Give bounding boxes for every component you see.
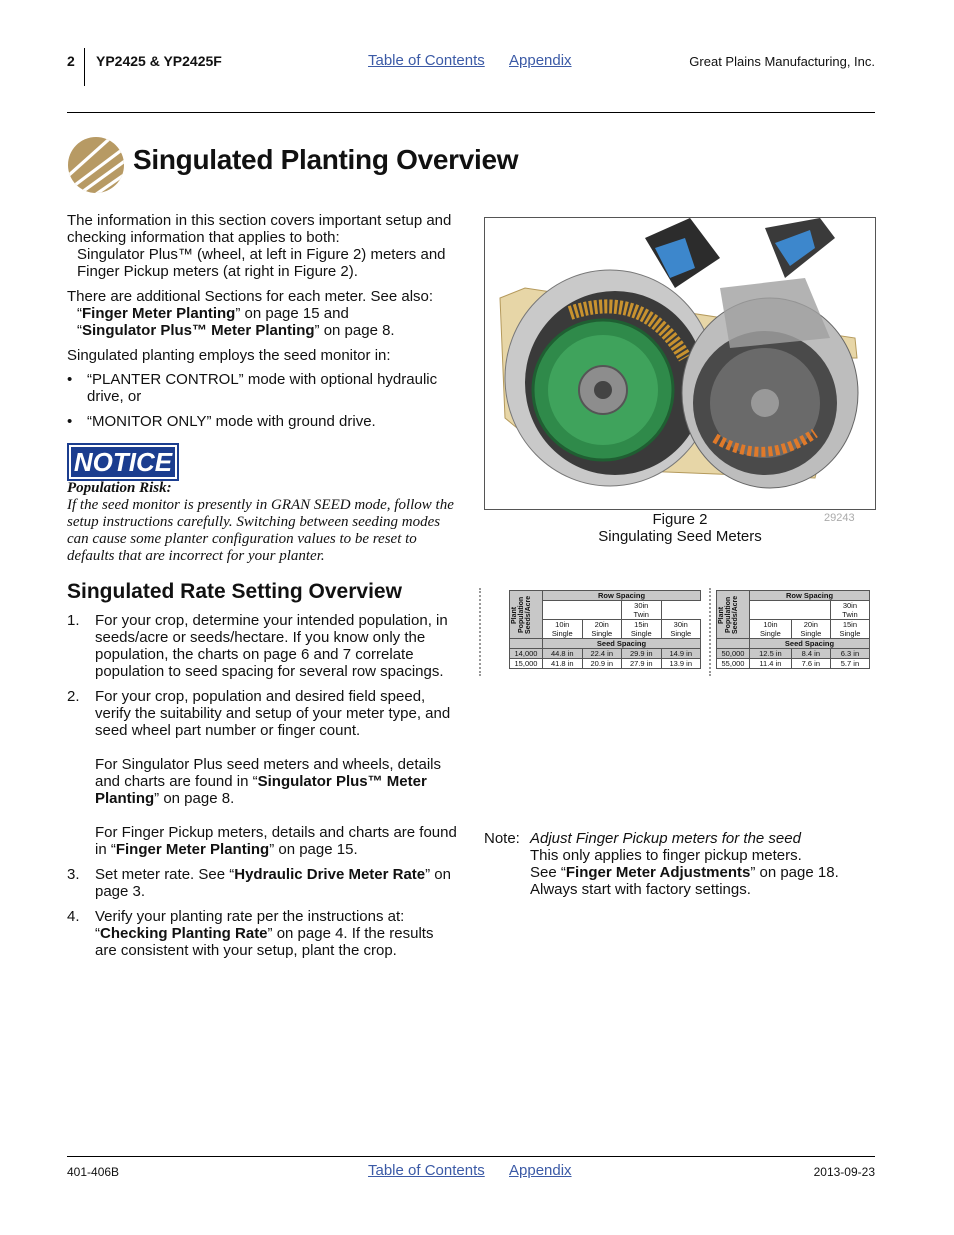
figure-caption: Figure 2 Singulating Seed Meters	[598, 511, 762, 545]
appendix-link[interactable]: Appendix	[509, 52, 572, 69]
intro-paragraph-see-also: There are additional Sections for each meter. See also:	[67, 288, 434, 305]
page-number: 2	[67, 53, 75, 69]
note-block	[484, 830, 874, 898]
footer-appendix-link[interactable]: Appendix	[509, 1162, 572, 1179]
section-heading: Singulated Rate Setting Overview	[67, 580, 402, 603]
list-item: 4. Verify your planting rate per the instructions at: “Checking Planting Rate” on page 4. If the results are consistent with your setup, plant the crop.	[67, 908, 434, 959]
section-logo-icon	[67, 136, 125, 194]
notice-body	[67, 480, 459, 565]
table-row: 55,000 11.4 in 7.6 in 5.7 in	[717, 659, 870, 669]
company-name: Great Plains Manufacturing, Inc.	[689, 54, 875, 69]
note-label: Note:	[484, 830, 520, 847]
note-line: Always start with factory settings.	[530, 881, 751, 898]
intro-paragraph-meters: Singulator Plus™ (wheel, at left in Figure 2) meters and Finger Pickup meters (at right in Figure 2).	[77, 246, 446, 280]
reference-finger: “Finger Meter Planting” on page 15 and	[77, 305, 349, 322]
steps-list	[67, 612, 459, 959]
intro-monitor-paragraph: Singulated planting employs the seed monitor in:	[67, 347, 391, 364]
bullet-monitor-only: • “MONITOR ONLY” mode with ground drive.	[67, 413, 459, 430]
model-name: YP2425 & YP2425F	[96, 53, 222, 69]
doc-date: 2013-09-23	[813, 1165, 875, 1179]
seed-meters-illustration	[485, 218, 875, 509]
header-divider	[84, 48, 85, 86]
list-item: 2. For your crop, population and desired field speed, verify the suitability and setup of your meter type, and seed wheel part number or finger count. For Singulator Plus seed meters and wheels, details and charts are found in “Singulator Plus™ Meter Planting” on page 8. For Finger Pickup meters, details and charts are found in “Finger Meter Planting” on page 15.	[67, 688, 459, 858]
list-item: 3. Set meter rate. See “Hydraulic Drive Meter Rate” on page 3.	[67, 866, 451, 900]
reference-finger-title: Finger Meter Planting	[82, 305, 236, 322]
footer-rule	[67, 1156, 875, 1157]
seed-spacing-table-2: Plant Population Seeds/Acre Row Spacing 30in Twin 10in Single 20in Single 15in Single Seed Spacing 50,000 12.5 in 8.4 in 6.3 in 55,000 11.4 in 7.6 in 5.7 in	[716, 590, 870, 669]
note-heading: Adjust Finger Pickup meters for the seed	[530, 830, 801, 847]
notice-badge: NOTICE	[67, 443, 179, 481]
notice-text: If the seed monitor is presently in GRAN SEED mode, follow the setup instructions carefully. Switching between seeding modes can cause some planter configuration values to be reset to defaults that are incorrect for your planter.	[67, 497, 454, 564]
intro-paragraph: The information in this section covers important setup and checking information that applies to both:	[67, 212, 452, 246]
seed-meters-figure	[484, 217, 876, 510]
figure-number: 29243	[824, 512, 855, 524]
intro-section	[67, 212, 459, 430]
note-reference: See “Finger Meter Adjustments” on page 18.	[530, 864, 839, 881]
toc-link[interactable]: Table of Contents	[368, 52, 485, 69]
table-row: 50,000 12.5 in 8.4 in 6.3 in	[717, 649, 870, 659]
note-line: This only applies to finger pickup meters.	[530, 847, 802, 864]
table-row: 15,000 41.8 in 20.9 in 27.9 in 13.9 in	[510, 659, 701, 669]
table-margin-dots	[479, 588, 487, 676]
doc-number: 401-406B	[67, 1165, 120, 1179]
seed-spacing-table-1: Plant Population Seeds/Acre Row Spacing 30in Twin 10in Single 20in Single 15in Single 30in Single Seed Spacing 14,000 44.8 in 22.4 in 29.9 in 14.9 in 15,000 41.8 in 20.9 in 27.9 in 13.9 in	[509, 590, 701, 669]
reference-singulator: “Singulator Plus™ Meter Planting” on page 8.	[77, 322, 395, 339]
bullet-planter-control: • “PLANTER CONTROL” mode with optional hydraulic drive, or	[67, 371, 459, 405]
list-item: 1. For your crop, determine your intended population, in seeds/acre or seeds/hectare. If you know only the population, the charts on page 6 and 7 correlate population to seed spacing for several row spacings.	[67, 612, 448, 680]
reference-singulator-title: Singulator Plus™ Meter Planting	[82, 322, 315, 339]
footer-toc-link[interactable]: Table of Contents	[368, 1162, 485, 1179]
page-title: Singulated Planting Overview	[133, 144, 519, 175]
list-subparagraph: For Finger Pickup meters, details and charts are found in “Finger Meter Planting” on page 15.	[95, 824, 457, 858]
table-row: 14,000 44.8 in 22.4 in 29.9 in 14.9 in	[510, 649, 701, 659]
notice-heading: Population Risk:	[67, 480, 172, 496]
list-subparagraph: For Singulator Plus seed meters and wheels, details and charts are found in “Singulator Plus™ Meter Planting” on page 8.	[95, 756, 442, 807]
header-rule	[67, 112, 875, 113]
